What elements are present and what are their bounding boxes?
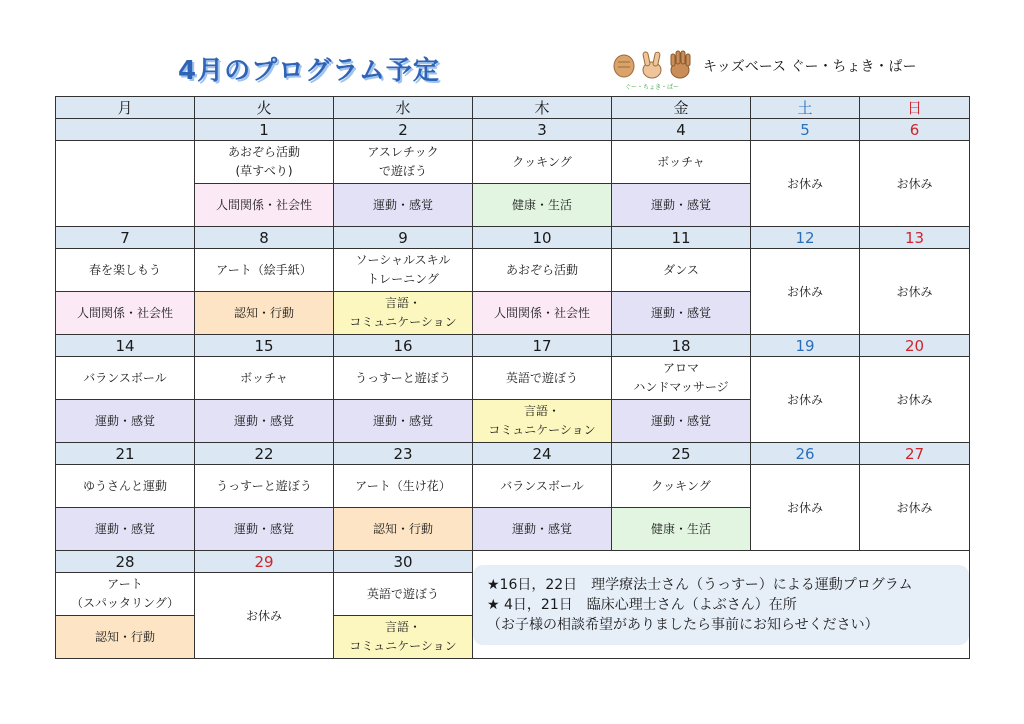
activity-row <box>56 249 970 292</box>
line-1: 言語・ <box>523 404 560 418</box>
scissors-hand-icon <box>643 52 661 78</box>
line-1: あおぞら活動 <box>505 262 578 277</box>
activity-cell <box>56 249 195 292</box>
line-1: 運動・感覚 <box>372 197 433 212</box>
date-cell: 1 <box>195 119 334 141</box>
line-1: 人間関係・社会性 <box>215 197 312 212</box>
note-line: （お子様の相談希望がありましたら事前にお知らせください） <box>487 616 879 633</box>
line-1: アート <box>107 577 143 591</box>
activity-cell <box>334 249 473 292</box>
date-cell: 10 <box>473 227 612 249</box>
category-cell <box>195 184 334 227</box>
line-1: あおぞら活動 <box>227 145 300 159</box>
line-1: 健康・生活 <box>650 521 711 536</box>
line-2: コミュニケーション <box>488 423 596 437</box>
line-1: 運動・感覚 <box>233 521 294 536</box>
line-1: 認知・行動 <box>233 305 294 320</box>
date-cell: 8 <box>195 227 334 249</box>
activity-cell <box>56 357 195 400</box>
category-cell <box>334 184 473 227</box>
weekday-header-row <box>56 97 970 119</box>
line-1: うっすーと遊ぼう <box>355 370 451 385</box>
empty-cell <box>56 141 195 227</box>
activity-cell <box>195 141 334 184</box>
date-cell: 12 <box>751 227 860 249</box>
line-1: クッキング <box>651 478 711 493</box>
logo-text: ぐー・ちょき・ぱー <box>624 84 680 91</box>
line-1: バランスボール <box>500 478 584 493</box>
line-2: (草すべり) <box>235 164 293 178</box>
weekday-sat: 土 <box>751 97 860 119</box>
line-1: 人間関係・社会性 <box>493 305 590 320</box>
activity-cell <box>334 357 473 400</box>
line-1: 認知・行動 <box>94 629 155 644</box>
date-row <box>56 443 970 465</box>
date-cell: 19 <box>751 335 860 357</box>
date-cell <box>56 119 195 141</box>
category-cell <box>334 616 473 659</box>
category-cell <box>473 292 612 335</box>
weekday-thu: 木 <box>473 97 612 119</box>
date-cell: 5 <box>751 119 860 141</box>
line-1: ダンス <box>663 262 699 277</box>
line-2: コミュニケーション <box>349 639 457 653</box>
holiday-cell: お休み <box>195 573 334 659</box>
line-1: ボッチャ <box>657 154 705 169</box>
line-1: 言語・ <box>384 296 421 310</box>
category-cell <box>334 400 473 443</box>
category-cell <box>473 508 612 551</box>
line-2: で遊ぼう <box>378 164 427 178</box>
date-cell: 9 <box>334 227 473 249</box>
line-1: アート（生け花） <box>355 478 451 493</box>
holiday-cell: お休み <box>860 357 970 443</box>
line-1: ボッチャ <box>240 370 288 385</box>
line-1: ゆうさんと運動 <box>82 478 167 493</box>
category-cell <box>56 508 195 551</box>
line-1: 運動・感覚 <box>650 197 711 212</box>
weekday-sun: 日 <box>860 97 970 119</box>
line-1: 健康・生活 <box>511 197 572 212</box>
notes-box <box>473 565 969 645</box>
date-cell: 2 <box>334 119 473 141</box>
category-cell <box>334 292 473 335</box>
activity-row <box>56 465 970 508</box>
date-cell: 3 <box>473 119 612 141</box>
organization-name: キッズベース ぐー・ちょき・ぱー <box>703 59 917 75</box>
activity-cell <box>56 573 195 616</box>
line-2: （スパッタリング） <box>70 596 180 610</box>
activity-cell <box>334 141 473 184</box>
activity-cell <box>473 249 612 292</box>
category-cell <box>612 184 751 227</box>
category-cell <box>473 400 612 443</box>
activity-cell <box>195 465 334 508</box>
activity-cell <box>334 573 473 616</box>
date-cell: 24 <box>473 443 612 465</box>
line-1: 運動・感覚 <box>511 521 572 536</box>
holiday-cell: お休み <box>751 357 860 443</box>
date-cell: 11 <box>612 227 751 249</box>
weekday-wed: 水 <box>334 97 473 119</box>
category-cell <box>612 400 751 443</box>
date-cell: 30 <box>334 551 473 573</box>
line-1: クッキング <box>512 154 572 169</box>
line-2: ハンドマッサージ <box>633 380 729 394</box>
line-1: うっすーと遊ぼう <box>216 478 312 493</box>
date-cell: 4 <box>612 119 751 141</box>
category-cell <box>334 508 473 551</box>
date-cell: 29 <box>195 551 334 573</box>
date-cell: 22 <box>195 443 334 465</box>
date-row <box>56 335 970 357</box>
line-1: 言語・ <box>384 620 421 634</box>
note-line: ★ 4日，21日 臨床心理士さん（よぶさん）在所 <box>487 596 797 613</box>
date-cell: 23 <box>334 443 473 465</box>
category-cell <box>56 616 195 659</box>
category-cell <box>195 508 334 551</box>
holiday-cell: お休み <box>751 141 860 227</box>
activity-cell <box>473 141 612 184</box>
date-cell: 13 <box>860 227 970 249</box>
category-cell <box>56 400 195 443</box>
activity-cell <box>56 465 195 508</box>
category-cell <box>612 292 751 335</box>
line-1: アスレチック <box>367 145 439 159</box>
category-cell <box>195 400 334 443</box>
line-1: バランスボール <box>83 370 167 385</box>
holiday-cell: お休み <box>751 249 860 335</box>
activity-cell <box>473 357 612 400</box>
date-row <box>56 551 970 573</box>
line-1: 運動・感覚 <box>94 521 155 536</box>
weekday-tue: 火 <box>195 97 334 119</box>
line-1: 春を楽しもう <box>88 262 161 277</box>
activity-row <box>56 141 970 184</box>
activity-cell <box>473 465 612 508</box>
date-cell: 26 <box>751 443 860 465</box>
date-cell: 17 <box>473 335 612 357</box>
line-1: 運動・感覚 <box>650 305 711 320</box>
weekday-fri: 金 <box>612 97 751 119</box>
date-row <box>56 227 970 249</box>
weekday-mon: 月 <box>56 97 195 119</box>
date-cell: 21 <box>56 443 195 465</box>
line-2: トレーニング <box>367 272 439 286</box>
holiday-cell: お休み <box>860 465 970 551</box>
paper-hand-icon <box>671 51 690 78</box>
date-cell: 7 <box>56 227 195 249</box>
line-1: 人間関係・社会性 <box>76 305 173 320</box>
activity-cell <box>612 357 751 400</box>
hands-logo <box>610 48 694 92</box>
category-cell <box>195 292 334 335</box>
holiday-cell: お休み <box>860 249 970 335</box>
date-cell: 25 <box>612 443 751 465</box>
notes-cell <box>473 551 970 659</box>
line-1: 運動・感覚 <box>233 413 294 428</box>
line-2: コミュニケーション <box>349 315 457 329</box>
date-cell: 6 <box>860 119 970 141</box>
line-1: ソーシャルスキル <box>355 253 451 267</box>
activity-cell <box>612 141 751 184</box>
date-cell: 16 <box>334 335 473 357</box>
line-1: アート（絵手紙） <box>216 262 312 277</box>
activity-cell <box>612 465 751 508</box>
date-cell: 28 <box>56 551 195 573</box>
line-1: 認知・行動 <box>372 521 433 536</box>
category-cell <box>56 292 195 335</box>
date-cell: 20 <box>860 335 970 357</box>
activity-row <box>56 357 970 400</box>
holiday-cell: お休み <box>860 141 970 227</box>
line-1: 運動・感覚 <box>372 413 433 428</box>
activity-cell <box>334 465 473 508</box>
activity-cell <box>195 249 334 292</box>
activity-cell <box>195 357 334 400</box>
activity-cell <box>612 249 751 292</box>
date-cell: 27 <box>860 443 970 465</box>
fist-icon <box>614 55 634 77</box>
note-line: ★16日，22日 理学療法士さん（うっすー）による運動プログラム <box>487 576 913 593</box>
line-1: 運動・感覚 <box>94 413 155 428</box>
line-1: 運動・感覚 <box>650 413 711 428</box>
page-title: 4月のプログラム予定 <box>178 56 440 86</box>
category-cell <box>612 508 751 551</box>
date-cell: 15 <box>195 335 334 357</box>
line-1: 英語で遊ぼう <box>505 370 578 385</box>
line-1: 英語で遊ぼう <box>366 586 439 601</box>
holiday-cell: お休み <box>751 465 860 551</box>
date-row <box>56 119 970 141</box>
date-cell: 18 <box>612 335 751 357</box>
date-cell: 14 <box>56 335 195 357</box>
calendar-table <box>55 96 970 659</box>
line-1: アロマ <box>662 361 699 375</box>
category-cell <box>473 184 612 227</box>
